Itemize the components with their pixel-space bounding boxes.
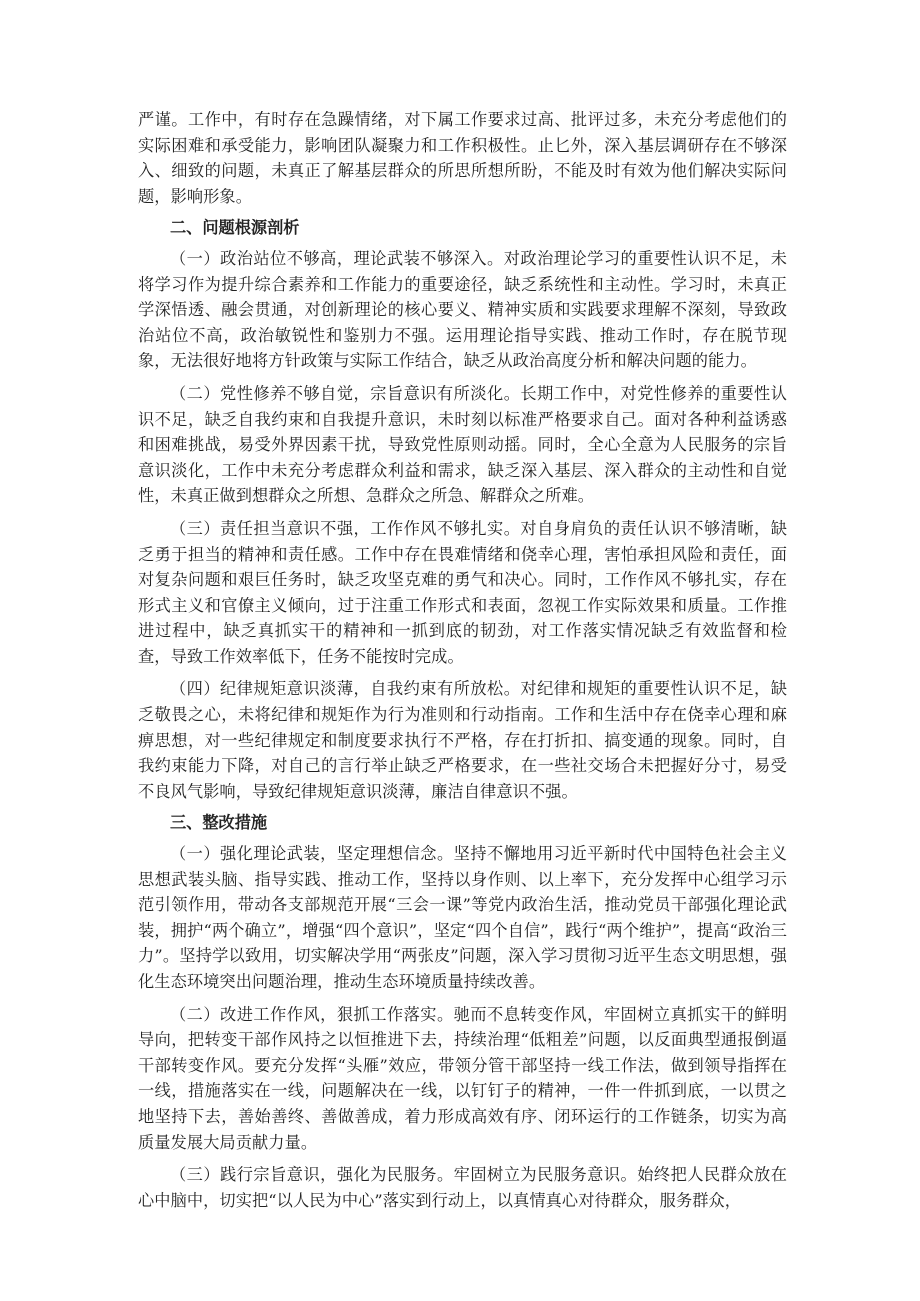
document-page bbox=[138, 107, 787, 1213]
paragraph-service-awareness: （三）践行宗旨意识，强化为民服务。牢固树立为民服务意识。始终把人民群众放在心中脑中，切实把“以人民为中心”落实到行动上，以真情真心对待群众，服务群众， bbox=[138, 1165, 787, 1210]
paragraph-political-stance: （一）政治站位不够高，理论武装不够深入。对政治理论学习的重要性认识不足，未将学习作为提升综合素养和工作能力的重要途径，缺乏系统性和主动性。学习时，未真正学深悟透、融会贯通，对创新理论的核心要义、精神实质和实践要求理解不深刻，导致政治站位不高，政治敏锐性和鉴别力不强。运用理论指导实践、推动工作时，存在脱节现象，无法很好地将方针政策与实际工作结合，缺乏从政治高度分析和解决问题的能力。 bbox=[138, 248, 787, 371]
paragraph-work-style: （二）改进工作作风，狠抓工作落实。驰而不息转变作风，牢固树立真抓实干的鲜明导向，把转变干部作风持之以恒推进下去，持续治理“低粗差”问题，以反面典型通报倒逼干部转变作风。要充分发挥“头雁”效应，带领分管干部坚持一线工作法，做到领导指挥在一线，措施落实在一线，问题解决在一线，以钉钉子的精神，一件一件抓到底，一以贯之地坚持下去，善始善终、善做善成，着力形成高效有序、闭环运行的工作链条，切实为高质量发展大局贡献力量。 bbox=[138, 1004, 787, 1152]
paragraph-theory-armament: （一）强化理论武装，坚定理想信念。坚持不懈地用习近平新时代中国特色社会主义思想武装头脑、指导实践、推动工作，坚持以身作则、以上率下，充分发挥中心组学习示范引领作用，带动各支部规范开展“三会一课”等党内政治生活，推动党员干部强化理论武装，拥护“两个确立”，增强“四个意识”，坚定“四个自信”，践行“两个维护”，提高“政治三力”。坚持学以致用，切实解决学用“两张皮”问题，深入学习贯彻习近平生态文明思想，强化生态环境突出问题治理，推动生态环境质量持续改善。 bbox=[138, 844, 787, 991]
paragraph-responsibility: （三）责任担当意识不强，工作作风不够扎实。对自身肩负的责任认识不够清晰，缺乏勇于担当的精神和责任感。工作中存在畏难情绪和侥幸心理，害怕承担风险和责任，面对复杂问题和艰巨任务时，缺乏攻坚克难的勇气和决心。同时，工作作风不够扎实，存在形式主义和官僚主义倾向，过于注重工作形式和表面，忽视工作实际效果和质量。工作推进过程中，缺乏真抓实干的精神和一抓到底的韧劲，对工作落实情况缺乏有效监督和检查，导致工作效率低下，任务不能按时完成。 bbox=[138, 518, 787, 666]
section-heading-root-cause-analysis: 二、问题根源剖析 bbox=[170, 218, 300, 238]
paragraph-discipline: （四）纪律规矩意识淡薄，自我约束有所放松。对纪律和规矩的重要性认识不足，缺乏敬畏之心，未将纪律和规矩作为行为准则和行动指南。工作和生活中存在侥幸心理和麻痹思想，对一些纪律规定和制度要求执行不严格，存在打折扣、搞变通的现象。同时，自我约束能力下降，对自己的言行举止缺乏严格要求，在一些社交场合未把握好分寸，易受不良风气影响，导致纪律规矩意识淡薄，廉洁自律意识不强。 bbox=[138, 679, 787, 801]
paragraph-party-spirit: （二）党性修养不够自觉，宗旨意识有所淡化。长期工作中，对党性修养的重要性认识不足，缺乏自我约束和自我提升意识，未时刻以标准严格要求自己。面对各种利益诱惑和困难挑战，易受外界因素干扰，导致党性原则动摇。同时，全心全意为人民服务的宗旨意识淡化，工作中未充分考虑群众利益和需求，缺乏深入基层、深入群众的主动性和自觉性，未真正做到想群众之所想、急群众之所急、解群众之所难。 bbox=[138, 383, 787, 506]
lead-paragraph: 严谨。工作中，有时存在急躁情绪，对下属工作要求过高、批评过多，未充分考虑他们的实际困难和承受能力，影响团队凝聚力和工作积极性。止匕外，深入基层调研存在不够深入、细致的问题，未真正了解基层群众的所思所想所盼，不能及时有效为他们解决实际问题，影响形象。 bbox=[138, 110, 787, 206]
section-heading-rectification-measures: 三、整改措施 bbox=[170, 813, 268, 833]
